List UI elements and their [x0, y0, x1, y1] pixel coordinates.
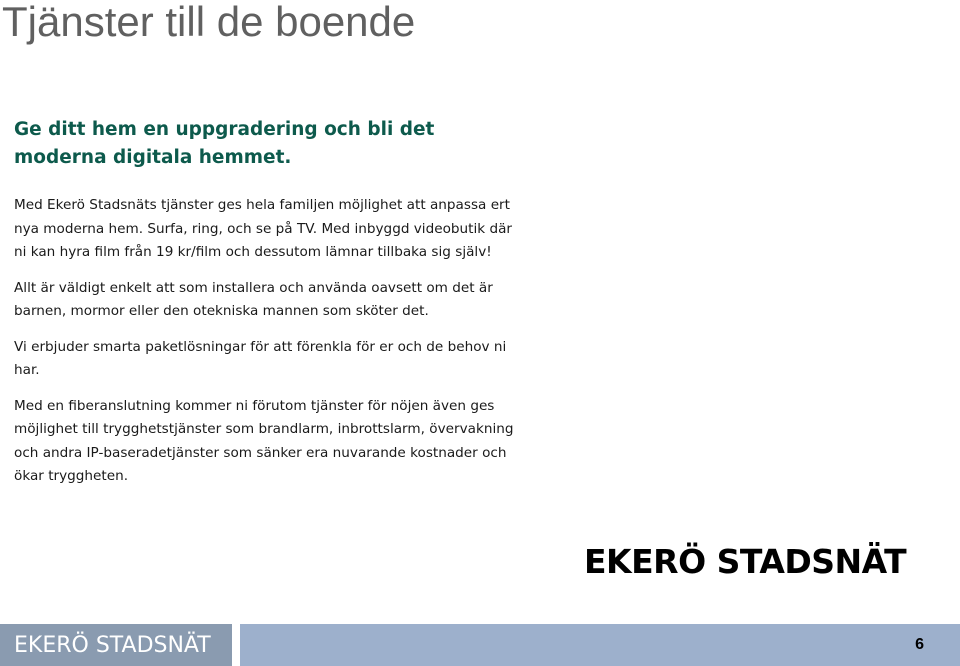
page-title: Tjänster till de boende [2, 0, 416, 45]
section-heading: Ge ditt hem en uppgradering och bli det moderna digitala hemmet. [14, 119, 435, 168]
paragraph-packages: Vi erbjuder smarta paketlösningar för att förenkla för er och de behov ni har. [14, 338, 507, 378]
footer-bar [240, 624, 960, 666]
paragraph-ease-of-use: Allt är väldigt enkelt att som installera och använda oavsett om det är barnen, mormor eller den otekniska mannen som sköter det. [14, 279, 493, 319]
footer-brand-bar [0, 624, 232, 666]
company-logo: EKERÖ STADSNÄT [584, 542, 907, 581]
paragraph-intro: Med Ekerö Stadsnäts tjänster ges hela familjen möjlighet att anpassa ert nya moderna hem. Surfa, ring, och se på TV. Med inbyggd videobutik där ni kan hyra film från 19 kr/film och dessutom lämnar tillbaka sig själv! [14, 197, 512, 260]
footer-brand: EKERÖ STADSNÄT [14, 632, 211, 658]
page-number: 6 [915, 636, 924, 653]
main-content [14, 116, 524, 501]
paragraph-security: Med en fiberanslutning kommer ni förutom tjänster för nöjen även ges möjlighet till trygghetstjänster som brandlarm, inbrottslarm, övervakning och andra IP-baseradetjänster som sänker era nuvarande kostnader och ökar tryggheten. [14, 397, 514, 484]
